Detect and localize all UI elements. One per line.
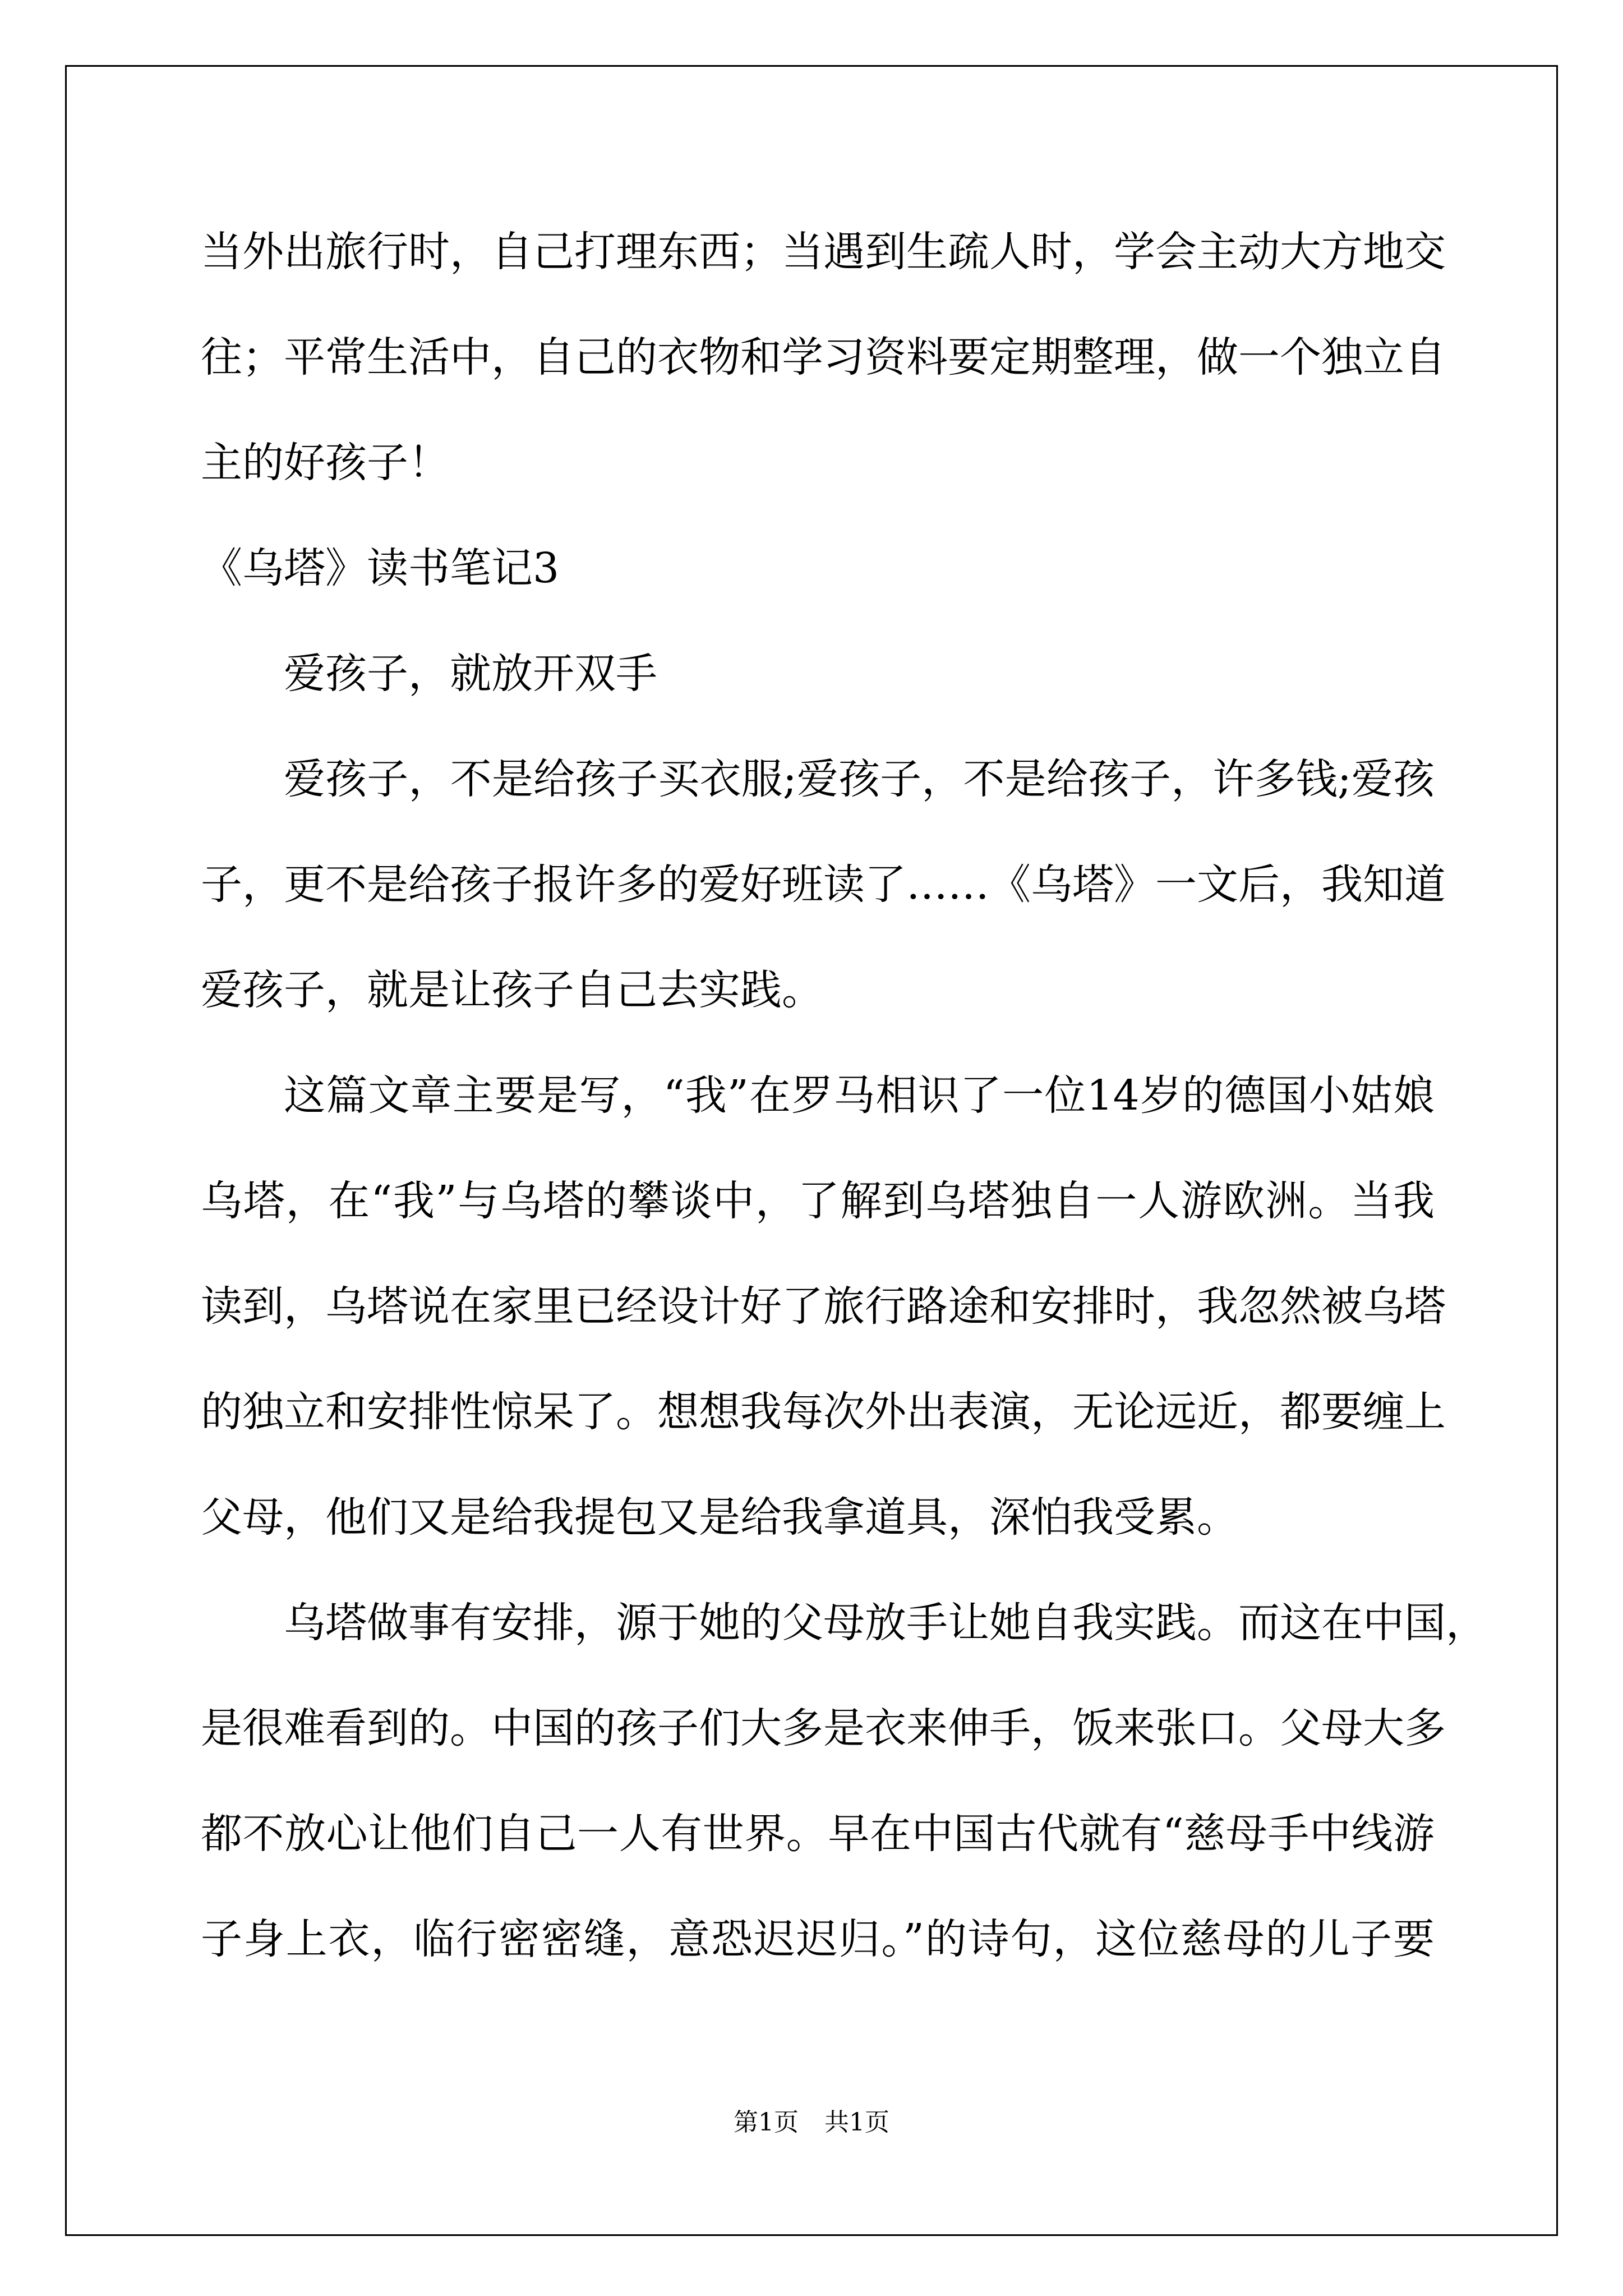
section-heading: 《乌塔》读书笔记3 (201, 544, 560, 592)
text-line: 乌塔做事有安排，源于她的父母放手让她自我实践。而这在中国， (284, 1599, 1487, 1647)
section-subtitle: 爱孩子，就放开双手 (284, 650, 657, 698)
text-line: 父母，他们又是给我提包又是给我拿道具，深怕我受累。 (201, 1493, 1238, 1542)
text-line: 是很难看到的。中国的孩子们大多是衣来伸手，饭来张口。父母大多 (201, 1704, 1446, 1752)
text-line: 的独立和安排性惊呆了。想想我每次外出表演，无论远近，都要缠上 (201, 1388, 1446, 1436)
text-line: 乌塔，在“我”与乌塔的攀谈中，了解到乌塔独自一人游欧洲。当我 (201, 1177, 1435, 1225)
text-line: 当外出旅行时，自己打理东西；当遇到生疏人时，学会主动大方地交 (201, 228, 1446, 276)
text-line: 子，更不是给孩子报许多的爱好班读了……《乌塔》一文后，我知道 (201, 861, 1446, 909)
text-line: 这篇文章主要是写，“我”在罗马相识了一位14岁的德国小姑娘 (284, 1071, 1435, 1120)
text-line: 爱孩子，就是让孩子自己去实践。 (201, 966, 823, 1014)
page-total: 共1页 (824, 2108, 889, 2137)
document-body (201, 199, 1487, 1992)
text-line: 读到，乌塔说在家里已经设计好了旅行路途和安排时，我忽然被乌塔 (201, 1282, 1446, 1331)
text-line: 爱孩子，不是给孩子买衣服;爱孩子，不是给孩子，许多钱;爱孩 (284, 755, 1435, 803)
text-line: 往；平常生活中，自己的衣物和学习资料要定期整理，做一个独立自 (201, 333, 1446, 381)
text-line: 都不放心让他们自己一人有世界。早在中国古代就有“慈母手中线游 (201, 1810, 1435, 1858)
text-line: 子身上衣，临行密密缝，意恐迟迟归。”的诗句，这位慈母的儿子要 (201, 1915, 1435, 1963)
page-footer (0, 2102, 1623, 2138)
page-current: 第1页 (734, 2108, 799, 2137)
text-line: 主的好孩子！ (201, 439, 450, 487)
